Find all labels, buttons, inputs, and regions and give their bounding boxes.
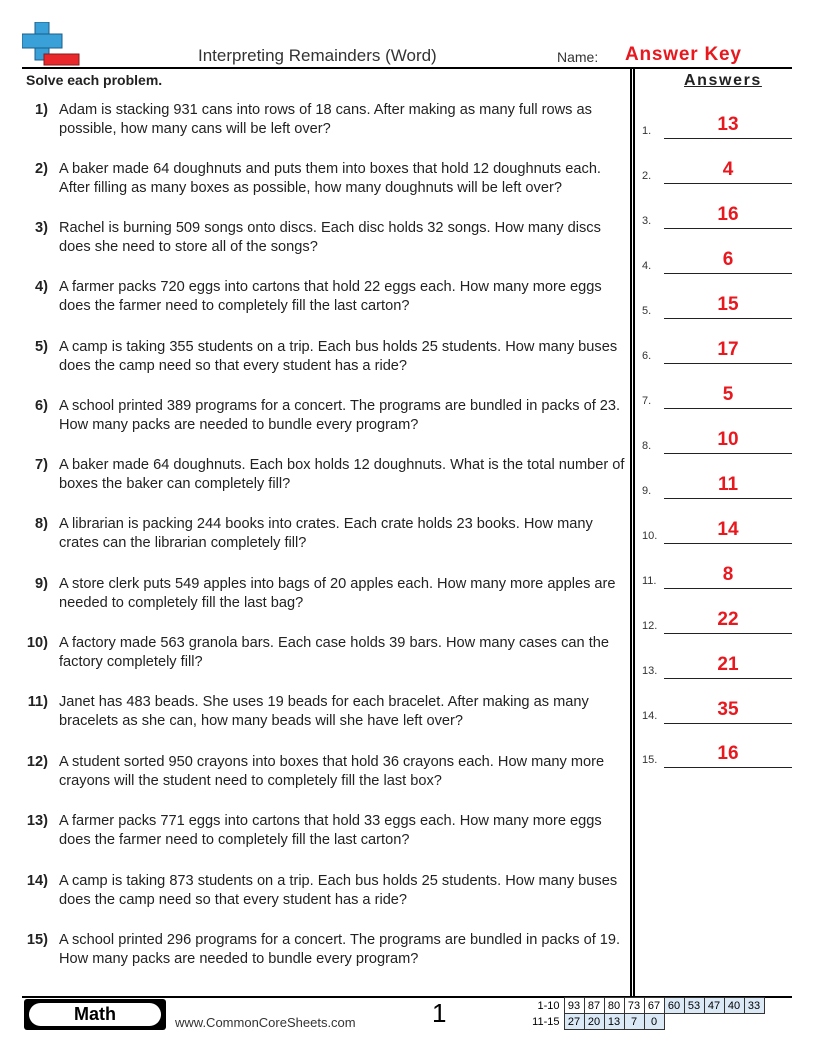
answer-row [642, 160, 792, 184]
problem-number: 2) [35, 161, 48, 177]
answer-value: 10 [717, 429, 739, 450]
answer-number: 10. [642, 530, 658, 542]
name-label: Name: [557, 49, 599, 65]
answer-line [664, 498, 792, 499]
answer-value: 21 [717, 654, 739, 675]
score-empty [744, 1014, 764, 1030]
answer-line [664, 138, 792, 139]
problem-text: A camp is taking 873 students on a trip. Each bus holds 25 students. How many buses does the camp need so that every student has a ride? [59, 873, 618, 908]
instructions: Solve each problem. [26, 72, 163, 88]
answer-line [664, 363, 792, 364]
problem-number: 11) [27, 694, 48, 710]
problem-text: A camp is taking 355 students on a trip. Each bus holds 25 students. How many buses does the camp need so that every student has a ride? [59, 339, 618, 374]
problem-text: A librarian is packing 244 books into crates. Each crate holds 23 books. How many crates can the librarian completely fill? [59, 516, 593, 551]
problem-number: 14) [26, 873, 48, 889]
score-empty [724, 1014, 744, 1030]
score-cell: 53 [684, 998, 704, 1014]
answer-value: 11 [717, 474, 739, 495]
problem-text: A school printed 389 programs for a concert. The programs are bundled in packs of 23. How many packs are needed to bundle every program? [59, 398, 621, 433]
score-cell: 0 [644, 1014, 664, 1030]
answer-line [664, 678, 792, 679]
answer-value: 22 [717, 609, 739, 630]
problem-text: Adam is stacking 931 cans into rows of 18 cans. After making as many full rows as possible, how many cans will be left over? [59, 102, 592, 137]
answer-row [642, 340, 792, 364]
answer-number: 12. [642, 620, 658, 632]
answer-key-label: Answer Key [625, 44, 742, 65]
score-cell: 60 [664, 998, 684, 1014]
problem-number: 13) [26, 813, 48, 829]
score-empty [704, 1014, 724, 1030]
answer-number: 8. [642, 440, 652, 452]
score-cell: 93 [564, 998, 584, 1014]
problem-number: 12) [26, 754, 48, 770]
answer-number: 1. [642, 125, 652, 137]
answer-line [664, 588, 792, 589]
problem-number: 5) [35, 339, 48, 355]
problem-number: 1) [35, 102, 48, 118]
answer-number: 5. [642, 305, 652, 317]
score-empty [684, 1014, 704, 1030]
problem-text: Janet has 483 beads. She uses 19 beads for each bracelet. After making as many bracelets as she can, how many beads will she have left over? [59, 694, 589, 729]
score-row [528, 998, 764, 1014]
answer-number: 2. [642, 170, 652, 182]
answer-row [642, 610, 792, 634]
answer-value: 5 [722, 384, 734, 405]
answer-row [642, 520, 792, 544]
problem-number: 3) [35, 220, 48, 236]
answer-number: 6. [642, 350, 652, 362]
answer-row [642, 295, 792, 319]
page-number: 1 [432, 998, 447, 1028]
score-cell: 67 [644, 998, 664, 1014]
problem-number: 6) [35, 398, 48, 414]
answer-line [664, 633, 792, 634]
score-cell: 40 [724, 998, 744, 1014]
score-cell: 87 [584, 998, 604, 1014]
answer-row [642, 430, 792, 454]
website-link[interactable]: www.CommonCoreSheets.com [175, 1015, 356, 1030]
answer-row [642, 565, 792, 589]
answer-line [664, 453, 792, 454]
problem-number: 8) [35, 516, 48, 532]
score-row-label: 11-15 [532, 1015, 560, 1028]
answer-value: 4 [722, 159, 734, 180]
problem-text: A factory made 563 granola bars. Each case holds 39 bars. How many cases can the factory completely fill? [59, 635, 610, 670]
answer-value: 16 [717, 743, 739, 764]
answer-number: 9. [642, 485, 652, 497]
score-cell: 47 [704, 998, 724, 1014]
plus-minus-logo-icon [22, 22, 80, 68]
problem-text: A student sorted 950 crayons into boxes that hold 36 crayons each. How many more crayons will the student need to completely fill the last box? [59, 754, 605, 789]
answer-number: 7. [642, 395, 652, 407]
score-cell: 27 [564, 1014, 584, 1030]
answer-value: 13 [717, 114, 739, 135]
answer-row [642, 115, 792, 139]
problem-text: A baker made 64 doughnuts and puts them into boxes that hold 12 doughnuts each. After filling as many boxes as possible, how many doughnuts will be left over? [59, 161, 601, 196]
answer-value: 17 [717, 339, 739, 360]
answers-heading: Answers [684, 72, 762, 89]
answer-value: 6 [722, 249, 734, 270]
problem-text: A baker made 64 doughnuts. Each box holds 12 doughnuts. What is the total number of boxes the baker can completely fill? [59, 457, 625, 492]
score-empty [664, 1014, 684, 1030]
answer-line [664, 767, 792, 768]
answer-number: 14. [642, 710, 658, 722]
problem-number: 9) [35, 576, 48, 592]
answer-value: 15 [717, 294, 739, 315]
header-rule [22, 67, 792, 69]
answer-row [642, 655, 792, 679]
answer-value: 16 [717, 204, 739, 225]
score-table [528, 997, 765, 1030]
problem-text: A school printed 296 programs for a concert. The programs are bundled in packs of 19. How many packs are needed to bundle every program? [59, 932, 621, 967]
answer-number: 4. [642, 260, 652, 272]
problem-text: A farmer packs 771 eggs into cartons that hold 33 eggs each. How many more eggs does the farmer need to completely fill the last carton? [59, 813, 602, 848]
problem-text: A store clerk puts 549 apples into bags of 20 apples each. How many more apples are needed to completely fill the last bag? [59, 576, 616, 611]
answer-number: 13. [642, 665, 658, 677]
score-row-label: 1-10 [537, 999, 560, 1012]
answer-row [642, 250, 792, 274]
score-row [528, 1014, 764, 1030]
answer-row [642, 385, 792, 409]
answer-number: 3. [642, 215, 652, 227]
answer-number: 15. [642, 754, 658, 766]
problem-number: 7) [35, 457, 48, 473]
worksheet-title: Interpreting Remainders (Word) [198, 46, 437, 65]
answer-number: 11. [642, 575, 657, 587]
answer-value: 14 [717, 519, 739, 540]
answer-line [664, 723, 792, 724]
answer-row [642, 475, 792, 499]
problem-number: 10) [26, 635, 48, 651]
answer-line [664, 273, 792, 274]
subject-badge [24, 999, 166, 1030]
problem-text: Rachel is burning 509 songs onto discs. Each disc holds 32 songs. How many discs does she need to store all of the songs? [59, 220, 601, 255]
answer-line [664, 543, 792, 544]
score-cell: 80 [604, 998, 624, 1014]
answer-value: 8 [722, 564, 734, 585]
subject-label: Math [29, 1003, 161, 1026]
answer-row [642, 744, 792, 768]
answer-row [642, 700, 792, 724]
answer-value: 35 [717, 699, 739, 720]
problem-number: 15) [26, 932, 48, 948]
score-cell: 7 [624, 1014, 644, 1030]
answer-row [642, 205, 792, 229]
score-cell: 33 [744, 998, 764, 1014]
problem-text: A farmer packs 720 eggs into cartons that hold 22 eggs each. How many more eggs does the farmer need to completely fill the last carton? [59, 279, 602, 314]
problem-number: 4) [35, 279, 48, 295]
answer-line [664, 408, 792, 409]
answer-line [664, 318, 792, 319]
answer-line [664, 228, 792, 229]
answer-line [664, 183, 792, 184]
score-cell: 20 [584, 1014, 604, 1030]
score-cell: 73 [624, 998, 644, 1014]
score-cell: 13 [604, 1014, 624, 1030]
